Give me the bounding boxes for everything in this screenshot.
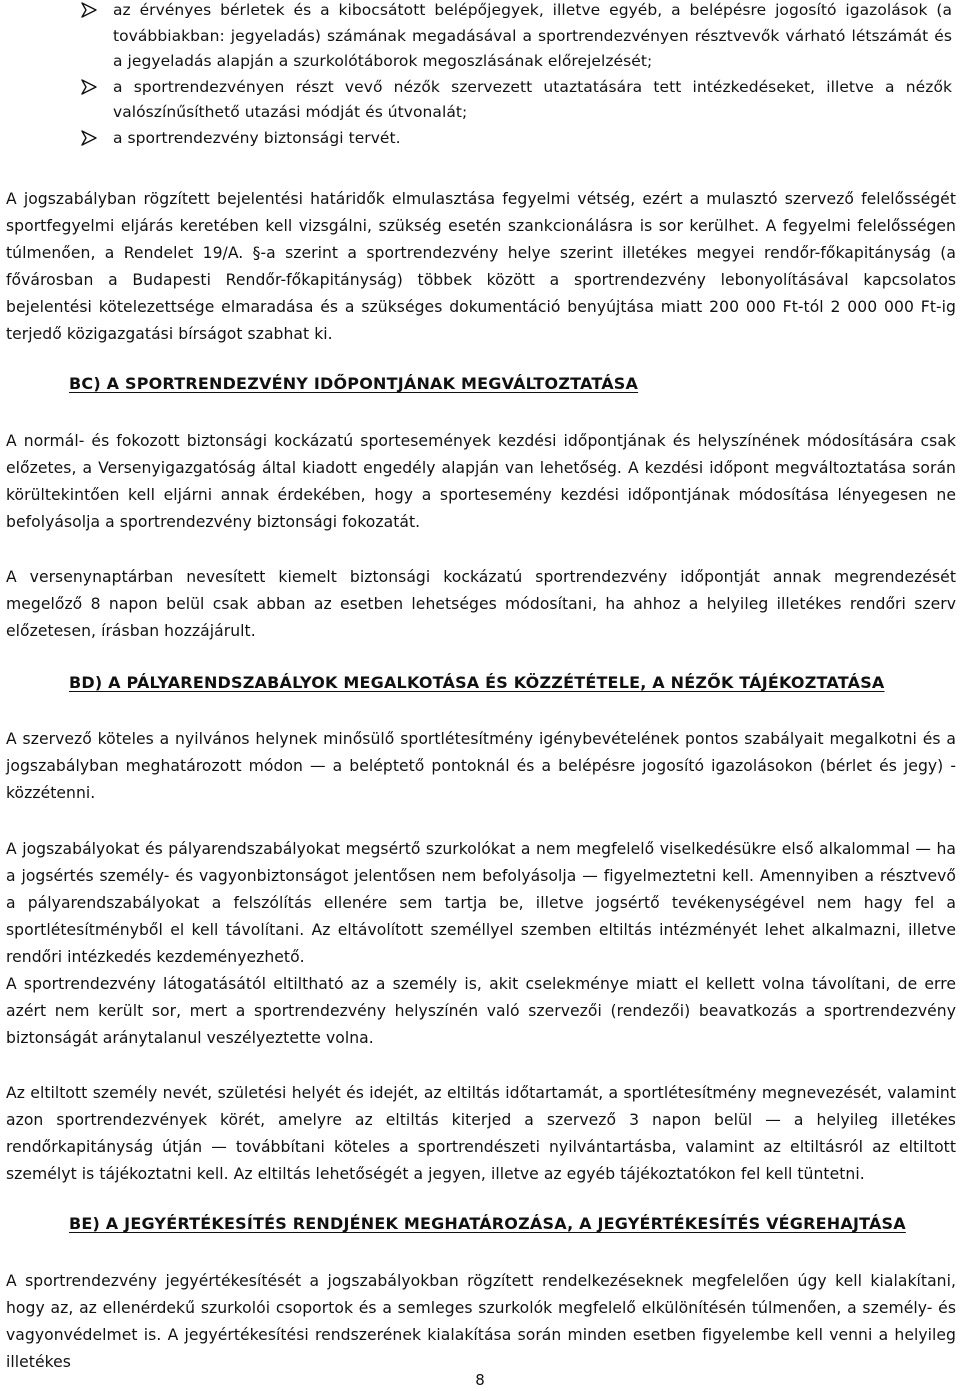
paragraph-ticketing: A sportrendezvény jegyértékesítését a jogszabályokban rögzített rendelkezéseknek megfelelően úgy kell kialakítani, hogy az, az ellenérdekű szurkolói csoportok és a semleges szurkolók megfelelő elkülönítésén túlmenően, a személy- és vagyonvédelmet is. A jegyértékesítési rendszerének kialakítása során minden esetben figyelembe kell venni a helyileg illetékes — [6, 1272, 956, 1371]
arrowhead-bullet-icon — [81, 130, 97, 146]
bullet-item — [0, 75, 960, 126]
bullet-list — [0, 0, 960, 151]
paragraph-penalties: A jogszabályban rögzített bejelentési határidők elmulasztása fegyelmi vétség, ezért a mulasztó szervező felelősségét sportfegyelmi eljárás keretében kell vizsgálni, szükség esetén szankcionálásra is sor kerülhet. A fegyelmi felelősségen túlmenően, a Rendelet 19/A. §-a szerint a sportrendezvény helye szerint illetékes megyei rendőr-főkapitányság (a fővárosban a Budapesti Rendőr-főkapitányság) többek között a sportrendezvény lebonyolításával kapcsolatos bejelentési kötelezettsége elmaradása és a szükséges dokumentáció benyújtása miatt 200 000 Ft-tól 2 000 000 Ft-ig terjedő közigazgatási bírságot szabhat ki. — [6, 190, 956, 343]
bullet-text: az érvényes bérletek és a kibocsátott belépőjegyek, illetve egyéb, a belépésre jogosító igazolások (a továbbiakban: jegyeladás) számának megadásával a sportrendezvényen résztvevők várható létszámát és a jegyeladás alapján a szurkolótáborok megoszlásának előrejelzését; — [113, 1, 952, 70]
section-heading-bd: BD) A PÁLYARENDSZABÁLYOK MEGALKOTÁSA ÉS KÖZZÉTÉTELE, A NÉZŐK TÁJÉKOZTATÁSA — [69, 673, 885, 692]
paragraph-ban-data: Az eltiltott személy nevét, születési helyét és idejét, az eltiltás időtartamát, a sportlétesítmény megnevezését, valamint azon sportrendezvények körét, amelyre az eltiltás kiterjed a szervező 3 napon belül — a helyileg illetékes rendőrkapitányság útján — továbbítani köteles a sportrendészeti nyilvántartásba, valamint az eltiltásról az eltiltott személyt is tájékoztatni kell. Az eltiltás lehetőségét a jegyen, illetve az egyéb tájékoztatókon fel kell tüntetni. — [6, 1084, 956, 1183]
arrowhead-bullet-icon — [81, 79, 97, 95]
bullet-item — [0, 0, 960, 75]
section-heading-bc: BC) A SPORTRENDEZVÉNY IDŐPONTJÁNAK MEGVÁLTOZTATÁSA — [69, 374, 639, 393]
page-number: 8 — [475, 1371, 485, 1389]
paragraph-start-time: A normál- és fokozott biztonsági kockázatú sportesemények kezdési időpontjának és helyszínének módosítására csak előzetes, a Versenyigazgatóság által kiadott engedély alapján van lehetőség. A kezdési időpont megváltoztatása során körültekintően kell eljárni annak érdekében, hogy a sportesemény kezdési időpontjának módosítása lényegesen ne befolyásolja a sportrendezvény biztonsági fokozatát. — [6, 432, 956, 531]
paragraph-warnings: A jogszabályokat és pályarendszabályokat megsértő szurkolókat a nem megfelelő viselkedésükre első alkalommal — ha a jogsértés személy- és vagyonbiztonságot jelentősen nem befolyásolja — figyelmeztetni kell. Amennyiben a résztvevő a pályarendszabályokat a felszólítás ellenére sem tartja be, illetve jogsértő tevékenységével nem hagy fel a sportlétesítményből el kell távolítani. Az eltávolított személlyel szemben eltiltás intézményét lehet alkalmazni, illetve rendőri intézkedés kezdeményezhető. — [6, 840, 956, 966]
bullet-item — [0, 126, 960, 152]
paragraph-calendar: A versenynaptárban nevesített kiemelt biztonsági kockázatú sportrendezvény időpontját annak megrendezését megelőző 8 napon belül csak abban az esetben lehetséges módosítani, ha ahhoz a helyileg illetékes rendőri szerv előzetesen, írásban hozzájárult. — [6, 568, 956, 640]
bullet-text: a sportrendezvény biztonsági tervét. — [113, 128, 401, 147]
section-heading-be: BE) A JEGYÉRTÉKESÍTÉS RENDJÉNEK MEGHATÁROZÁSA, A JEGYÉRTÉKESÍTÉS VÉGREHAJTÁSA — [69, 1214, 906, 1233]
bullet-text: a sportrendezvényen részt vevő nézők szervezett utaztatására tett intézkedéseket, illetve a nézők valószínűsíthető utazási módját és útvonalát; — [113, 77, 952, 121]
paragraph-organizer-duty: A szervező köteles a nyilvános helynek minősülő sportlétesítmény igénybevételének pontos szabályait megalkotni és a jogszabályban meghatározott módon — a beléptető pontoknál és a belépésre jogosító igazolásokon (bérlet és jegy) - közzétenni. — [6, 730, 956, 802]
arrowhead-bullet-icon — [81, 2, 97, 18]
paragraph-ban: A sportrendezvény látogatásától eltiltható az a személy is, akit cselekménye miatt el kellett volna távolítani, de erre azért nem került sor, mert a sportrendezvény helyszínén való szervezői (rendezői) beavatkozás a sportrendezvény biztonságát aránytalanul veszélyeztette volna. — [6, 975, 956, 1047]
